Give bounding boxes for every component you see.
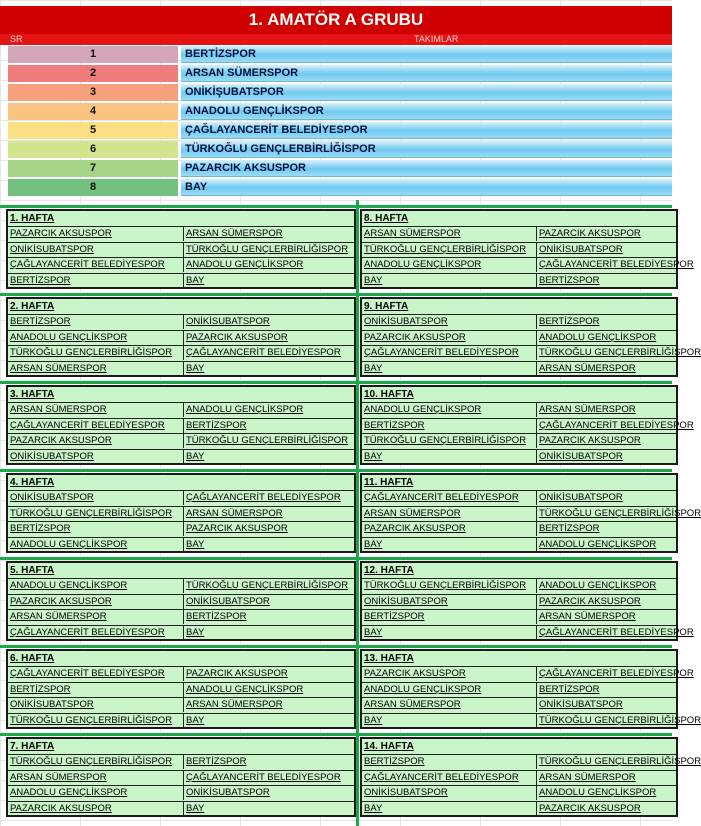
match-row[interactable] (362, 666, 694, 682)
home-team-cell[interactable]: ANADOLU GENÇLİKSPOR (364, 259, 482, 270)
match-row[interactable] (362, 785, 676, 801)
match-row[interactable] (362, 537, 676, 553)
home-team-cell[interactable]: ÇAĞLAYANCERİT BELEDİYESPOR (364, 771, 519, 783)
separator-line (0, 469, 672, 472)
team-name-cell[interactable]: ONİKİŞUBATSPOR (181, 84, 672, 101)
match-row[interactable] (362, 625, 694, 641)
home-team-cell[interactable]: PAZARCIK AKSUSPOR (10, 228, 112, 239)
match-row[interactable] (8, 257, 354, 273)
home-team-cell[interactable]: BAY (364, 802, 383, 814)
team-name-cell[interactable]: TÜRKOĞLU GENÇLERBİRLİĞİSPOR (181, 141, 672, 158)
week-title: 11. HAFTA (364, 477, 414, 488)
match-row[interactable] (362, 754, 701, 770)
week-title: 9. HAFTA (364, 301, 409, 312)
home-team-cell[interactable]: PAZARCIK AKSUSPOR (10, 802, 112, 814)
team-row[interactable] (0, 122, 672, 140)
away-team-cell[interactable]: BERTİZSPOR (183, 419, 357, 433)
team-name-cell[interactable]: BAY (181, 179, 672, 196)
home-team-cell[interactable]: PAZARCIK AKSUSPOR (364, 523, 466, 534)
team-row[interactable] (0, 84, 672, 102)
away-team-cell[interactable]: BAY (183, 538, 357, 552)
away-team-cell[interactable]: BERTİZSPOR (536, 315, 679, 329)
team-sr-cell[interactable]: 6 (8, 141, 178, 158)
team-sr-cell[interactable]: 7 (8, 160, 178, 177)
match-row[interactable] (8, 490, 354, 506)
home-team-cell[interactable]: BERTİZSPOR (10, 683, 71, 695)
week-title: 12. HAFTA (364, 565, 414, 576)
week-title: 6. HAFTA (10, 653, 55, 664)
match-row[interactable] (8, 682, 354, 698)
team-sr-cell[interactable]: 8 (8, 179, 178, 196)
away-team-cell[interactable]: ARSAN SÜMERSPOR (183, 227, 357, 241)
match-row[interactable] (8, 314, 354, 330)
away-team-cell[interactable]: TÜRKOĞLU GENÇLERBİRLİĞİSPOR (536, 714, 679, 728)
team-sr-cell[interactable]: 4 (8, 103, 178, 120)
away-team-cell[interactable]: BERTİZSPOR (536, 522, 679, 536)
week-title: 10. HAFTA (364, 389, 414, 400)
away-team-cell[interactable]: ONİKİSUBATSPOR (183, 786, 357, 800)
team-sr-cell[interactable]: 1 (8, 46, 178, 63)
match-row[interactable] (362, 345, 701, 361)
team-sr-cell[interactable]: 5 (8, 122, 178, 139)
home-team-cell[interactable]: ÇAĞLAYANCERİT BELEDİYESPOR (364, 492, 519, 503)
away-team-cell[interactable]: BERTİZSPOR (183, 610, 357, 624)
home-team-cell[interactable]: ARSAN SÜMERSPOR (10, 404, 107, 415)
match-row[interactable] (362, 242, 676, 258)
match-row[interactable] (362, 490, 676, 506)
team-name-cell[interactable]: BERTİZSPOR (181, 46, 672, 63)
home-team-cell[interactable]: ARSAN SÜMERSPOR (364, 507, 461, 519)
match-row[interactable] (8, 402, 354, 418)
away-team-cell[interactable]: ARSAN SÜMERSPOR (183, 698, 357, 712)
match-row[interactable] (362, 521, 676, 537)
away-team-cell[interactable]: ARSAN SÜMERSPOR (536, 362, 679, 376)
match-row[interactable] (362, 578, 676, 594)
away-team-cell[interactable]: ANADOLU GENÇLİKSPOR (183, 683, 357, 697)
home-team-cell[interactable]: ANADOLU GENÇLİKSPOR (10, 331, 128, 343)
away-team-cell[interactable]: PAZARCIK AKSUSPOR (536, 434, 679, 448)
away-team-cell[interactable]: TÜRKOĞLU GENÇLERBİRLİĞİSPOR (183, 243, 357, 257)
away-team-cell[interactable]: BERTİZSPOR (536, 683, 679, 697)
home-team-cell[interactable]: ONİKİSUBATSPOR (10, 492, 94, 503)
match-row[interactable] (362, 770, 676, 786)
home-team-cell[interactable]: TÜRKOĞLU GENÇLERBİRLİĞİSPOR (10, 714, 173, 726)
home-team-cell[interactable]: ÇAĞLAYANCERİT BELEDİYESPOR (10, 668, 165, 679)
match-row[interactable] (8, 433, 354, 449)
week-title: 5. HAFTA (10, 565, 55, 576)
home-team-cell[interactable]: ANADOLU GENÇLİKSPOR (10, 580, 128, 591)
home-team-cell[interactable]: ANADOLU GENÇLİKSPOR (364, 683, 482, 695)
week-block (360, 649, 701, 729)
match-row[interactable] (362, 801, 676, 817)
match-row[interactable] (8, 361, 354, 377)
separator-line (0, 557, 672, 560)
away-team-cell[interactable]: ANADOLU GENÇLİKSPOR (536, 786, 679, 800)
week-block (6, 561, 356, 641)
away-team-cell[interactable]: TÜRKOĞLU GENÇLERBİRLİĞİSPOR (536, 346, 679, 360)
team-name-cell[interactable]: ANADOLU GENÇLİKSPOR (181, 103, 672, 120)
home-team-cell[interactable]: ANADOLU GENÇLİKSPOR (10, 538, 128, 550)
match-row[interactable] (8, 578, 354, 594)
match-row[interactable] (8, 785, 354, 801)
away-team-cell[interactable]: TÜRKOĞLU GENÇLERBİRLİĞİSPOR (536, 755, 679, 769)
week-title: 4. HAFTA (10, 477, 55, 488)
home-team-cell[interactable]: TÜRKOĞLU GENÇLERBİRLİĞİSPOR (10, 347, 173, 358)
match-row[interactable] (8, 330, 354, 346)
match-row[interactable] (362, 594, 676, 610)
away-team-cell[interactable]: PAZARCIK AKSUSPOR (183, 667, 357, 681)
away-team-cell[interactable]: PAZARCIK AKSUSPOR (536, 595, 679, 609)
match-row[interactable] (362, 314, 676, 330)
match-row[interactable] (362, 226, 676, 242)
column-divider (356, 200, 359, 826)
match-row[interactable] (8, 537, 354, 553)
match-row[interactable] (362, 449, 676, 465)
home-team-cell[interactable]: PAZARCIK AKSUSPOR (10, 435, 112, 446)
home-team-cell[interactable]: PAZARCIK AKSUSPOR (364, 331, 466, 343)
home-team-cell[interactable]: TÜRKOĞLU GENÇLERBİRLİĞİSPOR (364, 243, 527, 255)
home-team-cell[interactable]: ARSAN SÜMERSPOR (364, 228, 461, 239)
home-team-cell[interactable]: ARSAN SÜMERSPOR (364, 699, 461, 710)
match-row[interactable] (8, 226, 354, 242)
week-block (6, 385, 356, 465)
home-team-cell[interactable]: ONİKİSUBATSPOR (10, 699, 94, 710)
week-title: 1. HAFTA (10, 213, 55, 224)
home-team-cell[interactable]: BERTİZSPOR (10, 316, 71, 327)
week-block (360, 561, 694, 641)
home-team-cell[interactable]: BAY (364, 274, 383, 286)
match-row[interactable] (362, 257, 694, 273)
separator-line (0, 733, 672, 736)
home-team-cell[interactable]: PAZARCIK AKSUSPOR (364, 668, 466, 679)
away-team-cell[interactable]: ONİKİSUBATSPOR (536, 450, 679, 464)
sr-column-header: SR (10, 34, 23, 44)
match-row[interactable] (8, 594, 354, 610)
week-title: 2. HAFTA (10, 301, 55, 312)
separator-line (0, 645, 672, 648)
match-row[interactable] (8, 754, 354, 770)
away-team-cell[interactable]: ANADOLU GENÇLİKSPOR (183, 403, 357, 417)
away-team-cell[interactable]: ONİKİSUBATSPOR (183, 315, 357, 329)
home-team-cell[interactable]: ANADOLU GENÇLİKSPOR (364, 404, 482, 415)
match-row[interactable] (362, 418, 694, 434)
team-row[interactable] (0, 46, 672, 64)
match-row[interactable] (8, 770, 354, 786)
match-row[interactable] (362, 273, 676, 289)
match-row[interactable] (362, 682, 676, 698)
team-row[interactable] (0, 179, 672, 197)
home-team-cell[interactable]: ARSAN SÜMERSPOR (10, 362, 107, 374)
week-block (360, 209, 694, 289)
away-team-cell[interactable]: PAZARCIK AKSUSPOR (536, 227, 679, 241)
week-title: 7. HAFTA (10, 741, 55, 752)
separator-line (0, 205, 672, 208)
week-block (360, 385, 694, 465)
home-team-cell[interactable]: ÇAĞLAYANCERİT BELEDİYESPOR (364, 347, 519, 358)
home-team-cell[interactable]: ONİKİSUBATSPOR (364, 316, 448, 327)
away-team-cell[interactable]: BAY (183, 450, 357, 464)
away-team-cell[interactable]: ANADOLU GENÇLİKSPOR (536, 331, 679, 345)
away-team-cell[interactable]: ONİKİSUBATSPOR (536, 698, 679, 712)
separator-line (0, 381, 672, 384)
match-row[interactable] (8, 609, 354, 625)
team-sr-cell[interactable]: 3 (8, 84, 178, 101)
match-row[interactable] (8, 449, 354, 465)
match-row[interactable] (8, 273, 354, 289)
home-team-cell[interactable]: BERTİZSPOR (10, 274, 71, 286)
week-title: 14. HAFTA (364, 741, 414, 752)
home-team-cell[interactable]: ONİKİSUBATSPOR (364, 787, 448, 798)
team-row[interactable] (0, 103, 672, 121)
home-team-cell[interactable]: ONİKİSUBATSPOR (10, 450, 94, 462)
week-block (6, 297, 356, 377)
away-team-cell[interactable]: ARSAN SÜMERSPOR (183, 507, 357, 521)
week-title: 3. HAFTA (10, 389, 55, 400)
home-team-cell[interactable]: ÇAĞLAYANCERİT BELEDİYESPOR (10, 626, 165, 638)
week-block (360, 473, 701, 553)
week-block (6, 473, 356, 553)
team-row[interactable] (0, 141, 672, 159)
home-team-cell[interactable]: ÇAĞLAYANCERİT BELEDİYESPOR (10, 419, 165, 431)
home-team-cell[interactable]: BAY (364, 714, 383, 726)
home-team-cell[interactable]: ANADOLU GENÇLİKSPOR (10, 787, 128, 798)
away-team-cell[interactable]: BERTİZSPOR (183, 755, 357, 769)
away-team-cell[interactable]: ONİKİSUBATSPOR (536, 243, 679, 257)
match-row[interactable] (362, 697, 676, 713)
match-row[interactable] (8, 242, 354, 258)
team-name-cell[interactable]: ÇAĞLAYANCERİT BELEDİYESPOR (181, 122, 672, 139)
week-block (6, 649, 356, 729)
team-row[interactable] (0, 160, 672, 178)
separator-line (0, 293, 672, 296)
match-row[interactable] (8, 345, 354, 361)
home-team-cell[interactable]: TÜRKOĞLU GENÇLERBİRLİĞİSPOR (10, 756, 173, 767)
away-team-cell[interactable]: BAY (183, 802, 357, 816)
home-team-cell[interactable]: ONİKİSUBATSPOR (10, 243, 94, 255)
home-team-cell[interactable]: BAY (364, 450, 383, 462)
week-title: 8. HAFTA (364, 213, 409, 224)
match-row[interactable] (8, 697, 354, 713)
away-team-cell[interactable]: ÇAĞLAYANCERİT BELEDİYESPOR (183, 771, 357, 785)
away-team-cell[interactable]: ANADOLU GENÇLİKSPOR (536, 579, 679, 593)
match-row[interactable] (362, 506, 701, 522)
home-team-cell[interactable]: ARSAN SÜMERSPOR (10, 611, 107, 622)
team-name-cell[interactable]: ARSAN SÜMERSPOR (181, 65, 672, 82)
home-team-cell[interactable]: ÇAĞLAYANCERİT BELEDİYESPOR (10, 259, 165, 270)
home-team-cell[interactable]: BAY (364, 538, 383, 550)
match-row[interactable] (8, 801, 354, 817)
home-team-cell[interactable]: BAY (364, 362, 383, 374)
away-team-cell[interactable]: ÇAĞLAYANCERİT BELEDİYESPOR (183, 346, 357, 360)
week-block (6, 209, 356, 289)
home-team-cell[interactable]: BERTİZSPOR (364, 611, 425, 622)
away-team-cell[interactable]: ARSAN SÜMERSPOR (536, 403, 679, 417)
home-team-cell[interactable]: ARSAN SÜMERSPOR (10, 771, 107, 783)
away-team-cell[interactable]: ÇAĞLAYANCERİT BELEDİYESPOR (536, 258, 679, 272)
away-team-cell[interactable]: TÜRKOĞLU GENÇLERBİRLİĞİSPOR (536, 507, 679, 521)
home-team-cell[interactable]: TÜRKOĞLU GENÇLERBİRLİĞİSPOR (10, 507, 173, 519)
page-title: 1. AMATÖR A GRUBU (0, 6, 672, 34)
away-team-cell[interactable]: ANADOLU GENÇLİKSPOR (183, 258, 357, 272)
home-team-cell[interactable]: ONİKİSUBATSPOR (364, 595, 448, 607)
away-team-cell[interactable]: ONİKİSUBATSPOR (536, 491, 679, 505)
teams-column-header: TAKIMLAR (414, 34, 459, 44)
team-name-cell[interactable]: PAZARCIK AKSUSPOR (181, 160, 672, 177)
team-row[interactable] (0, 65, 672, 83)
away-team-cell[interactable]: ÇAĞLAYANCERİT BELEDİYESPOR (536, 667, 679, 681)
column-header-row (0, 34, 672, 45)
match-row[interactable] (362, 713, 701, 729)
away-team-cell[interactable]: BAY (183, 714, 357, 728)
team-sr-cell[interactable]: 2 (8, 65, 178, 82)
home-team-cell[interactable]: PAZARCIK AKSUSPOR (10, 595, 112, 607)
away-team-cell[interactable]: BERTİZSPOR (536, 274, 679, 288)
away-team-cell[interactable]: ÇAĞLAYANCERİT BELEDİYESPOR (183, 491, 357, 505)
match-row[interactable] (362, 609, 676, 625)
away-team-cell[interactable]: TÜRKOĞLU GENÇLERBİRLİĞİSPOR (183, 434, 357, 448)
away-team-cell[interactable]: TÜRKOĞLU GENÇLERBİRLİĞİSPOR (183, 579, 357, 593)
match-row[interactable] (362, 433, 676, 449)
away-team-cell[interactable]: ANADOLU GENÇLİKSPOR (536, 538, 679, 552)
home-team-cell[interactable]: TÜRKOĞLU GENÇLERBİRLİĞİSPOR (364, 435, 527, 446)
away-team-cell[interactable]: ARSAN SÜMERSPOR (536, 771, 679, 785)
match-row[interactable] (362, 330, 676, 346)
home-team-cell[interactable]: BERTİZSPOR (10, 523, 71, 534)
away-team-cell[interactable]: PAZARCIK AKSUSPOR (183, 522, 357, 536)
away-team-cell[interactable]: ARSAN SÜMERSPOR (536, 610, 679, 624)
away-team-cell[interactable]: BAY (183, 274, 357, 288)
match-row[interactable] (8, 521, 354, 537)
match-row[interactable] (8, 418, 354, 434)
match-row[interactable] (8, 625, 354, 641)
home-team-cell[interactable]: BERTİZSPOR (364, 756, 425, 767)
away-team-cell[interactable]: ONİKİSUBATSPOR (183, 595, 357, 609)
away-team-cell[interactable]: ÇAĞLAYANCERİT BELEDİYESPOR (536, 419, 679, 433)
match-row[interactable] (362, 361, 676, 377)
week-block (6, 737, 356, 817)
away-team-cell[interactable]: ÇAĞLAYANCERİT BELEDİYESPOR (536, 626, 679, 640)
away-team-cell[interactable]: PAZARCIK AKSUSPOR (183, 331, 357, 345)
away-team-cell[interactable]: BAY (183, 362, 357, 376)
home-team-cell[interactable]: TÜRKOĞLU GENÇLERBİRLİĞİSPOR (364, 580, 527, 591)
match-row[interactable] (8, 506, 354, 522)
match-row[interactable] (8, 666, 354, 682)
away-team-cell[interactable]: PAZARCIK AKSUSPOR (536, 802, 679, 816)
home-team-cell[interactable]: BAY (364, 626, 383, 638)
away-team-cell[interactable]: BAY (183, 626, 357, 640)
week-title: 13. HAFTA (364, 653, 414, 664)
match-row[interactable] (8, 713, 354, 729)
week-block (360, 737, 701, 817)
match-row[interactable] (362, 402, 676, 418)
week-block (360, 297, 701, 377)
home-team-cell[interactable]: BERTİZSPOR (364, 419, 425, 431)
